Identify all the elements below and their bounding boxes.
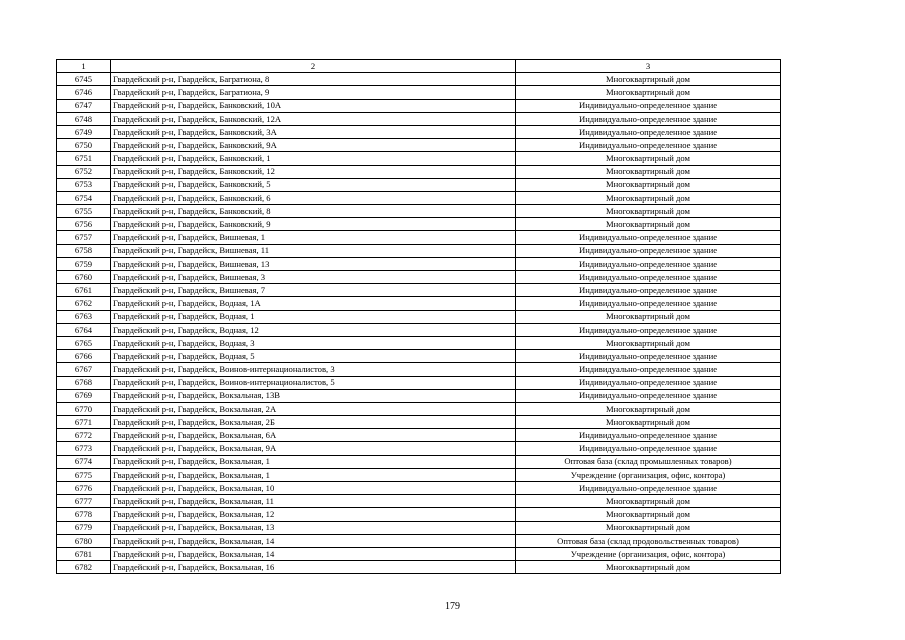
address-cell: Гвардейский р-н, Гвардейск, Багратиона, 8: [111, 73, 516, 86]
building-type-cell: Индивидуально-определенное здание: [516, 125, 781, 138]
building-type-cell: Многоквартирный дом: [516, 402, 781, 415]
table-row: [57, 244, 781, 257]
table-row: [57, 402, 781, 415]
row-number: 6748: [57, 112, 111, 125]
building-type-cell: Индивидуально-определенное здание: [516, 284, 781, 297]
table-row: [57, 284, 781, 297]
column-header-building-type: 3: [516, 60, 781, 73]
row-number: 6758: [57, 244, 111, 257]
row-number: 6766: [57, 350, 111, 363]
address-cell: Гвардейский р-н, Гвардейск, Вокзальная, 14: [111, 547, 516, 560]
building-type-cell: Многоквартирный дом: [516, 521, 781, 534]
column-header-address: 2: [111, 60, 516, 73]
table-row: [57, 86, 781, 99]
address-cell: Гвардейский р-н, Гвардейск, Вокзальная, 16: [111, 561, 516, 574]
address-cell: Гвардейский р-н, Гвардейск, Вокзальная, 13: [111, 521, 516, 534]
building-type-cell: Многоквартирный дом: [516, 152, 781, 165]
row-number: 6782: [57, 561, 111, 574]
building-type-cell: Оптовая база (склад продовольственных товаров): [516, 534, 781, 547]
table-row: [57, 468, 781, 481]
building-type-cell: Индивидуально-определенное здание: [516, 271, 781, 284]
table-row: [57, 112, 781, 125]
building-type-cell: Индивидуально-определенное здание: [516, 99, 781, 112]
row-number: 6774: [57, 455, 111, 468]
row-number: 6780: [57, 534, 111, 547]
row-number: 6777: [57, 495, 111, 508]
address-cell: Гвардейский р-н, Гвардейск, Вокзальная, 13В: [111, 389, 516, 402]
row-number: 6745: [57, 73, 111, 86]
building-type-cell: Индивидуально-определенное здание: [516, 257, 781, 270]
table-row: [57, 376, 781, 389]
row-number: 6751: [57, 152, 111, 165]
row-number: 6773: [57, 442, 111, 455]
building-type-cell: Многоквартирный дом: [516, 508, 781, 521]
row-number: 6754: [57, 191, 111, 204]
row-number: 6763: [57, 310, 111, 323]
row-number: 6749: [57, 125, 111, 138]
table-row: [57, 455, 781, 468]
row-number: 6755: [57, 205, 111, 218]
address-cell: Гвардейский р-н, Гвардейск, Банковский, 12: [111, 165, 516, 178]
row-number: 6767: [57, 363, 111, 376]
building-type-cell: Многоквартирный дом: [516, 165, 781, 178]
address-cell: Гвардейский р-н, Гвардейск, Воинов-интернационалистов, 3: [111, 363, 516, 376]
address-register-table: [56, 59, 781, 574]
table-row: [57, 429, 781, 442]
address-cell: Гвардейский р-н, Гвардейск, Вокзальная, 9А: [111, 442, 516, 455]
row-number: 6752: [57, 165, 111, 178]
address-cell: Гвардейский р-н, Гвардейск, Воинов-интернационалистов, 5: [111, 376, 516, 389]
building-type-cell: Индивидуально-определенное здание: [516, 297, 781, 310]
table-row: [57, 218, 781, 231]
table-row: [57, 534, 781, 547]
table-row: [57, 389, 781, 402]
address-cell: Гвардейский р-н, Гвардейск, Вокзальная, 2А: [111, 402, 516, 415]
table-row: [57, 191, 781, 204]
address-cell: Гвардейский р-н, Гвардейск, Банковский, 8: [111, 205, 516, 218]
table-row: [57, 205, 781, 218]
address-cell: Гвардейский р-н, Гвардейск, Вокзальная, 2Б: [111, 416, 516, 429]
table-row: [57, 495, 781, 508]
building-type-cell: Многоквартирный дом: [516, 310, 781, 323]
building-type-cell: Индивидуально-определенное здание: [516, 112, 781, 125]
address-cell: Гвардейский р-н, Гвардейск, Вокзальная, 11: [111, 495, 516, 508]
building-type-cell: Многоквартирный дом: [516, 336, 781, 349]
table-row: [57, 271, 781, 284]
table-row: [57, 547, 781, 560]
building-type-cell: Индивидуально-определенное здание: [516, 323, 781, 336]
table-row: [57, 73, 781, 86]
row-number: 6746: [57, 86, 111, 99]
row-number: 6776: [57, 482, 111, 495]
building-type-cell: Многоквартирный дом: [516, 191, 781, 204]
building-type-cell: Оптовая база (склад промышленных товаров): [516, 455, 781, 468]
address-cell: Гвардейский р-н, Гвардейск, Вишневая, 3: [111, 271, 516, 284]
row-number: 6764: [57, 323, 111, 336]
row-number: 6779: [57, 521, 111, 534]
row-number: 6771: [57, 416, 111, 429]
table-row: [57, 482, 781, 495]
table-row: [57, 257, 781, 270]
row-number: 6778: [57, 508, 111, 521]
address-cell: Гвардейский р-н, Гвардейск, Водная, 1: [111, 310, 516, 323]
building-type-cell: Индивидуально-определенное здание: [516, 389, 781, 402]
address-cell: Гвардейский р-н, Гвардейск, Багратиона, 9: [111, 86, 516, 99]
row-number: 6753: [57, 178, 111, 191]
table-row: [57, 297, 781, 310]
row-number: 6760: [57, 271, 111, 284]
address-cell: Гвардейский р-н, Гвардейск, Вишневая, 11: [111, 244, 516, 257]
table-row: [57, 336, 781, 349]
table-row: [57, 178, 781, 191]
building-type-cell: Индивидуально-определенное здание: [516, 139, 781, 152]
building-type-cell: Индивидуально-определенное здание: [516, 244, 781, 257]
building-type-cell: Многоквартирный дом: [516, 561, 781, 574]
address-cell: Гвардейский р-н, Гвардейск, Вишневая, 1: [111, 231, 516, 244]
building-type-cell: Индивидуально-определенное здание: [516, 376, 781, 389]
table-row: [57, 416, 781, 429]
building-type-cell: Многоквартирный дом: [516, 218, 781, 231]
address-cell: Гвардейский р-н, Гвардейск, Вокзальная, 1: [111, 455, 516, 468]
table-row: [57, 323, 781, 336]
row-number: 6750: [57, 139, 111, 152]
address-cell: Гвардейский р-н, Гвардейск, Банковский, 1: [111, 152, 516, 165]
table-row: [57, 125, 781, 138]
table-header-row: [57, 60, 781, 73]
address-cell: Гвардейский р-н, Гвардейск, Вокзальная, 14: [111, 534, 516, 547]
address-cell: Гвардейский р-н, Гвардейск, Банковский, 6: [111, 191, 516, 204]
building-type-cell: Индивидуально-определенное здание: [516, 350, 781, 363]
row-number: 6772: [57, 429, 111, 442]
table-row: [57, 561, 781, 574]
building-type-cell: Многоквартирный дом: [516, 495, 781, 508]
row-number: 6762: [57, 297, 111, 310]
row-number: 6781: [57, 547, 111, 560]
row-number: 6747: [57, 99, 111, 112]
row-number: 6768: [57, 376, 111, 389]
table-row: [57, 310, 781, 323]
table-row: [57, 99, 781, 112]
address-cell: Гвардейский р-н, Гвардейск, Банковский, 9А: [111, 139, 516, 152]
row-number: 6761: [57, 284, 111, 297]
address-cell: Гвардейский р-н, Гвардейск, Банковский, 3А: [111, 125, 516, 138]
building-type-cell: Индивидуально-определенное здание: [516, 429, 781, 442]
address-cell: Гвардейский р-н, Гвардейск, Банковский, 12А: [111, 112, 516, 125]
row-number: 6769: [57, 389, 111, 402]
table-row: [57, 363, 781, 376]
building-type-cell: Учреждение (организация, офис, контора): [516, 468, 781, 481]
address-cell: Гвардейский р-н, Гвардейск, Банковский, 10А: [111, 99, 516, 112]
table-body: [57, 73, 781, 574]
row-number: 6765: [57, 336, 111, 349]
row-number: 6757: [57, 231, 111, 244]
row-number: 6759: [57, 257, 111, 270]
address-cell: Гвардейский р-н, Гвардейск, Банковский, 9: [111, 218, 516, 231]
table-row: [57, 152, 781, 165]
table-row: [57, 442, 781, 455]
building-type-cell: Индивидуально-определенное здание: [516, 363, 781, 376]
address-cell: Гвардейский р-н, Гвардейск, Вокзальная, 1: [111, 468, 516, 481]
address-cell: Гвардейский р-н, Гвардейск, Вишневая, 13: [111, 257, 516, 270]
address-cell: Гвардейский р-н, Гвардейск, Водная, 1А: [111, 297, 516, 310]
address-cell: Гвардейский р-н, Гвардейск, Водная, 3: [111, 336, 516, 349]
row-number: 6770: [57, 402, 111, 415]
building-type-cell: Индивидуально-определенное здание: [516, 482, 781, 495]
table-row: [57, 231, 781, 244]
building-type-cell: Многоквартирный дом: [516, 73, 781, 86]
table-row: [57, 165, 781, 178]
row-number: 6756: [57, 218, 111, 231]
building-type-cell: Многоквартирный дом: [516, 416, 781, 429]
table-row: [57, 139, 781, 152]
table-row: [57, 521, 781, 534]
address-cell: Гвардейский р-н, Гвардейск, Банковский, 5: [111, 178, 516, 191]
table-row: [57, 350, 781, 363]
building-type-cell: Многоквартирный дом: [516, 178, 781, 191]
address-cell: Гвардейский р-н, Гвардейск, Вокзальная, 6А: [111, 429, 516, 442]
address-cell: Гвардейский р-н, Гвардейск, Водная, 5: [111, 350, 516, 363]
page-number: 179: [445, 601, 460, 612]
building-type-cell: Многоквартирный дом: [516, 205, 781, 218]
building-type-cell: Индивидуально-определенное здание: [516, 231, 781, 244]
address-cell: Гвардейский р-н, Гвардейск, Вокзальная, 10: [111, 482, 516, 495]
building-type-cell: Многоквартирный дом: [516, 86, 781, 99]
column-header-number: 1: [57, 60, 111, 73]
address-cell: Гвардейский р-н, Гвардейск, Вокзальная, 12: [111, 508, 516, 521]
building-type-cell: Индивидуально-определенное здание: [516, 442, 781, 455]
row-number: 6775: [57, 468, 111, 481]
address-cell: Гвардейский р-н, Гвардейск, Водная, 12: [111, 323, 516, 336]
address-cell: Гвардейский р-н, Гвардейск, Вишневая, 7: [111, 284, 516, 297]
building-type-cell: Учреждение (организация, офис, контора): [516, 547, 781, 560]
table-row: [57, 508, 781, 521]
